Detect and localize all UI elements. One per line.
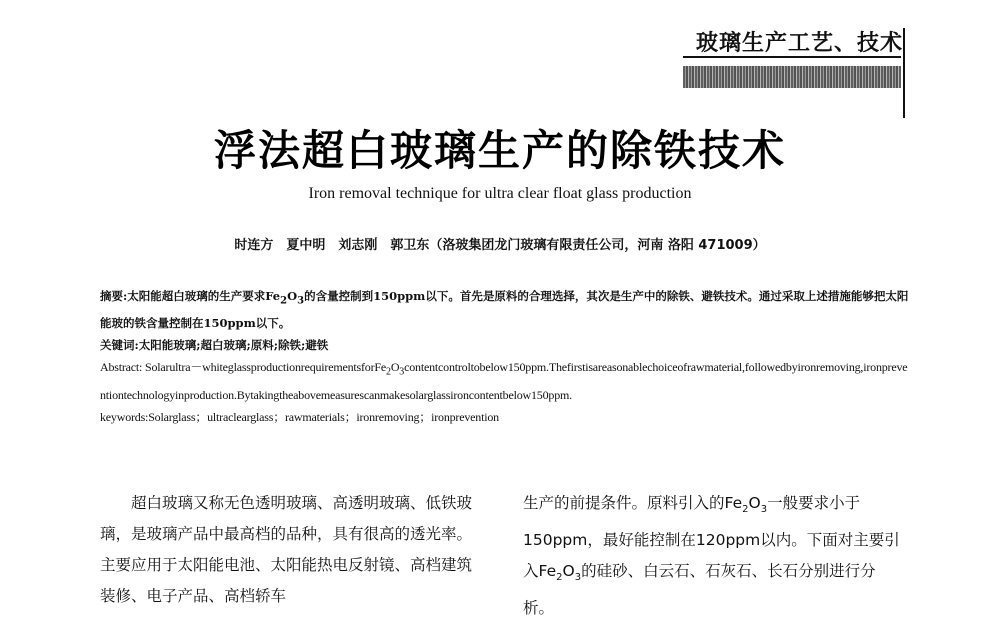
subscript: 3 (297, 295, 305, 307)
body-text: O (748, 494, 761, 512)
keywords-en-text: Solarglass；ultraclearglass；rawmaterials；ironremoving；ironprevention (148, 409, 499, 424)
article-authors: 时连方 夏中明 刘志刚 郭卫东（洛玻集团龙门玻璃有限责任公司，河南 洛阳 471009） (234, 238, 766, 253)
subscript: 2 (386, 366, 391, 378)
keywords-en-label: keywords: (100, 409, 149, 424)
subscript: 2 (556, 572, 563, 584)
body-column-left (100, 488, 480, 612)
abstract-zh-label: 摘要: (100, 289, 128, 303)
abstract-block (100, 285, 912, 428)
keywords-en (100, 406, 912, 428)
header-shaded-bar (683, 66, 901, 88)
abstract-en-text: O (390, 360, 400, 375)
subscript: 3 (399, 366, 405, 378)
abstract-en (100, 356, 912, 405)
subscript: 3 (760, 504, 768, 516)
section-header (683, 26, 905, 86)
body-text: 的硅砂、白云石、石灰石、长石分别进行分析。 (523, 562, 876, 618)
abstract-zh (100, 285, 912, 334)
abstract-zh-text: O (287, 289, 298, 303)
subscript: 2 (280, 295, 288, 307)
section-label: 玻璃生产工艺、技术 (695, 31, 903, 56)
subscript: 3 (574, 572, 582, 584)
header-vertical-rule (903, 28, 905, 118)
abstract-en-text: contentcontroltobelow150ppm.Thefirstisareasonablechoiceofrawmaterial,followedbyironremoving,ironpreventiontechnologyinproduction.Bytakingtheabovemeasurescanmakesolarglassironcontentbelow150ppm. (100, 360, 908, 402)
body-column-right (523, 488, 903, 624)
body-text: 一般要求小于150ppm，最好能控制在120ppm以内。下面对主要引入Fe (523, 494, 900, 581)
subscript: 2 (742, 504, 749, 516)
article-subtitle: Iron removal technique for ultra clear float glass production (308, 185, 692, 202)
body-text: O (562, 562, 575, 581)
body-text: 生产的前提条件。原料引入的Fe (523, 494, 743, 512)
abstract-en-text: Solarultra－whiteglassproductionrequirementsforFe (145, 360, 387, 375)
keywords-zh (100, 334, 912, 356)
abstract-en-label: Abstract: (100, 360, 143, 375)
body-paragraph-left: 超白玻璃又称无色透明玻璃、高透明玻璃、低铁玻璃，是玻璃产品中最高档的品种，具有很高的透光率。主要应用于太阳能电池、太阳能热电反射镜、高档建筑装修、电子产品、高档轿车 (100, 494, 473, 605)
keywords-zh-label: 关键词: (100, 338, 139, 353)
abstract-zh-text: 太阳能超白玻璃的生产要求Fe (127, 289, 281, 303)
body-paragraph-right (523, 488, 903, 624)
article-title: 浮法超白玻璃生产的除铁技术 (213, 126, 786, 175)
keywords-zh-text: 太阳能玻璃;超白玻璃;原料;除铁;避铁 (138, 338, 329, 353)
header-rule (683, 56, 901, 58)
abstract-zh-text: 的含量控制到150ppm以下。首先是原料的合理选择，其次是生产中的除铁、避铁技术。通过采取上述措施能够把太阳能玻的铁含量控制在150ppm以下。 (100, 289, 909, 331)
